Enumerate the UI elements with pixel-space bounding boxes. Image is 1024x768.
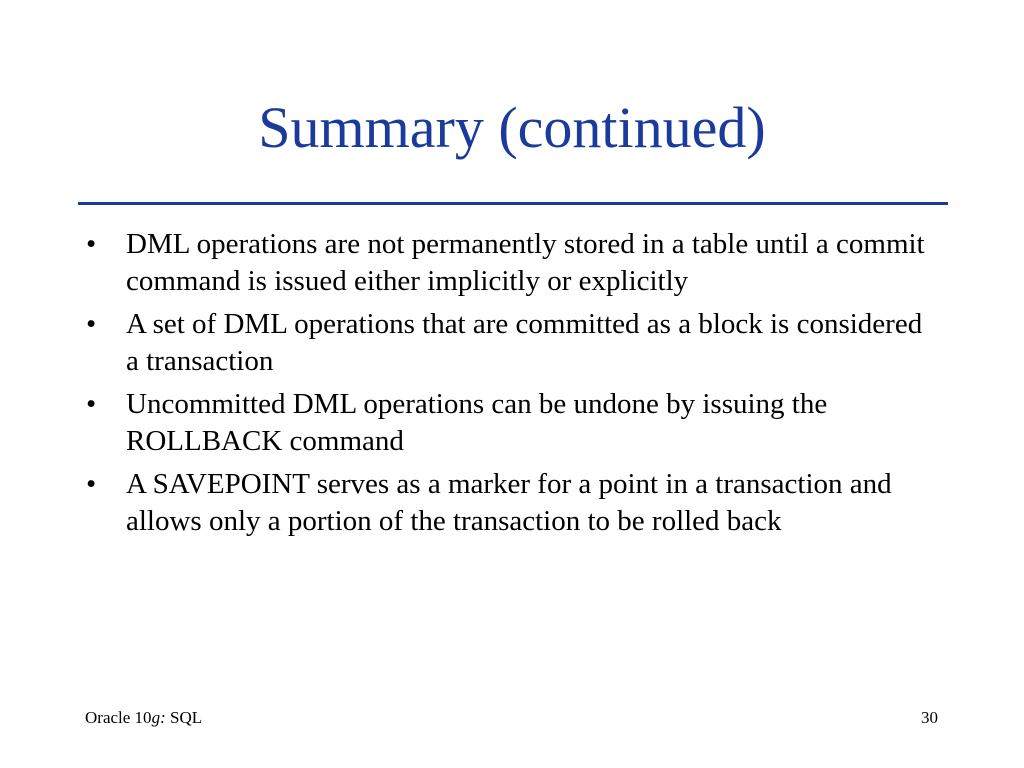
bullet-icon: • (86, 228, 97, 260)
bullet-icon: • (86, 388, 97, 420)
page-number: 30 (921, 708, 938, 727)
bullet-icon: • (86, 468, 97, 500)
bullet-text: Uncommitted DML operations can be undone by issuing the ROLLBACK command (126, 388, 828, 457)
footer-course-title (85, 707, 202, 729)
bullet-item (86, 386, 926, 460)
title-divider (78, 202, 948, 205)
bullet-text: DML operations are not permanently stored in a table until a commit command is issued either implicitly or explicitly (126, 228, 925, 297)
bullet-item (86, 306, 926, 380)
footer-course-suffix: SQL (165, 708, 203, 727)
bullet-item (86, 226, 926, 300)
bullet-icon: • (86, 308, 97, 340)
bullet-list (86, 226, 926, 546)
footer-course-italic: g: (151, 708, 166, 727)
bullet-text: A set of DML operations that are committed as a block is considered a transaction (126, 308, 923, 377)
bullet-item (86, 466, 926, 540)
bullet-text: A SAVEPOINT serves as a marker for a point in a transaction and allows only a portion of the transaction to be rolled back (126, 468, 892, 537)
footer-course-prefix: Oracle 10 (85, 708, 152, 727)
slide-title: Summary (continued) (258, 95, 766, 160)
